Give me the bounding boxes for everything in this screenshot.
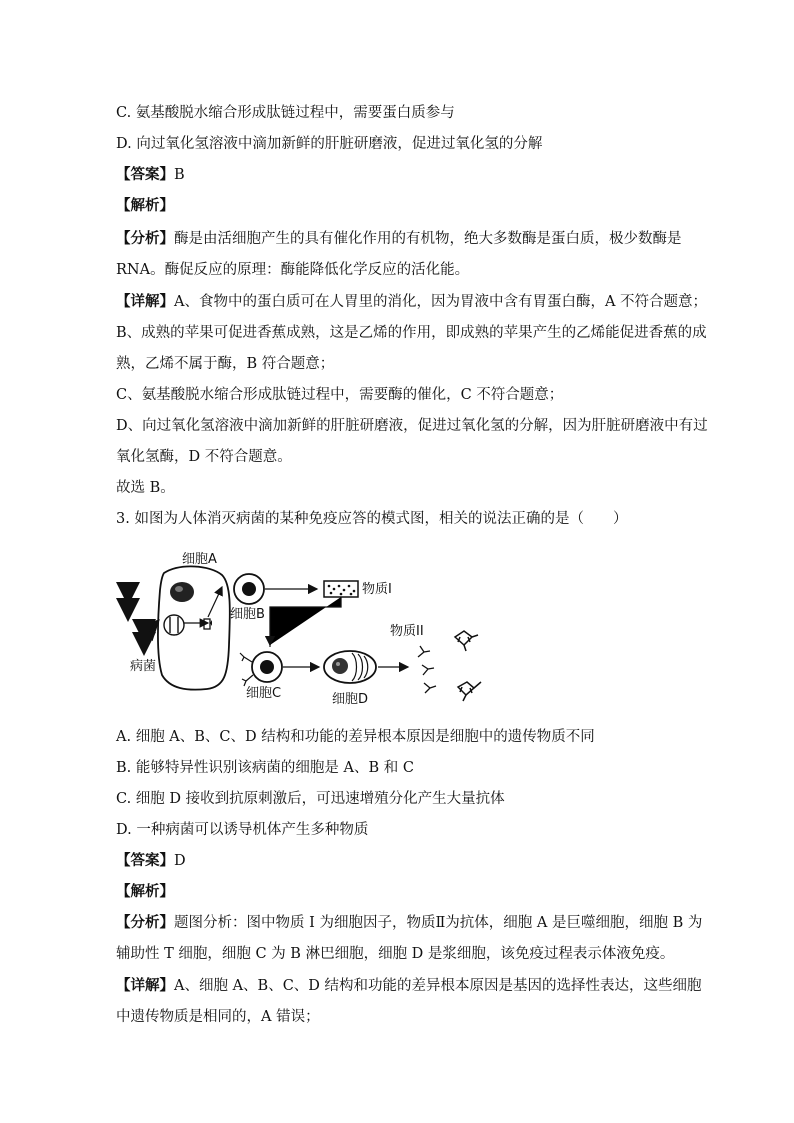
q2-analysis-2: RNA。酶促反应的原理：酶能降低化学反应的活化能。 (116, 262, 470, 278)
answer-tag: 【答案】 (116, 166, 174, 183)
q3-option-a: A. 细胞 A、B、C、D 结构和功能的差异根本原因是细胞中的遗传物质不同 (116, 729, 595, 745)
q3-answer (116, 851, 186, 871)
immune-response-diagram (112, 545, 492, 715)
engulfed-bacterium (164, 615, 184, 635)
analysis-text: 题图分析：图中物质 I 为细胞因子，物质Ⅱ为抗体，细胞 A 是巨噬细胞，细胞 B 为 (174, 915, 703, 931)
antigen-antibody-complex-2 (458, 682, 481, 701)
q3-stem: 3. 如图为人体消灭病菌的某种免疫应答的模式图，相关的说法正确的是（ ） (116, 511, 628, 527)
label-cell-b: 细胞B (230, 607, 265, 622)
q3-analysis-heading: 【解析】 (116, 883, 174, 900)
analysis-text: 酶是由活细胞产生的具有催化作用的有机物，绝大多数酶是蛋白质，极少数酶是 (174, 231, 682, 247)
q2-detail-2: B、成熟的苹果可促进香蕉成熟，这是乙烯的作用，即成熟的苹果产生的乙烯能促进香蕉的成 (116, 325, 707, 341)
q2-analysis-heading: 【解析】 (116, 197, 174, 214)
q3-detail-2: 中遗传物质是相同的，A 错误； (116, 1009, 320, 1025)
antigen-antibody-complex-1 (455, 631, 478, 651)
q3-option-b: B. 能够特异性识别该病菌的细胞是 A、B 和 C (116, 760, 414, 776)
cell-a-shape (158, 566, 230, 689)
answer-tag: 【答案】 (116, 852, 174, 869)
label-substance-1: 物质I (362, 582, 392, 597)
bacteria-arrow-diag (144, 621, 158, 635)
label-bacteria: 病菌 (130, 659, 157, 674)
q3-analysis-2: 辅助性 T 细胞，细胞 C 为 B 淋巴细胞，细胞 D 是浆细胞，该免疫过程表示体液免疫。 (116, 946, 675, 962)
label-cell-c: 细胞C (246, 686, 282, 701)
q2-detail-6: 氧化氢酶，D 不符合题意。 (116, 449, 292, 465)
q2-option-c: C. 氨基酸脱水缩合形成肽链过程中，需要蛋白质参与 (116, 105, 455, 121)
q2-detail-3: 熟，乙烯不属于酶，B 符合题意； (116, 356, 335, 372)
q2-conclusion: 故选 B。 (116, 480, 175, 496)
q2-detail-4: C、氨基酸脱水缩合形成肽链过程中，需要酶的催化，C 不符合题意； (116, 387, 564, 403)
detail-tag: 【详解】 (116, 977, 174, 994)
q2-detail-1 (116, 292, 707, 312)
label-cell-a: 细胞A (182, 552, 217, 567)
q2-detail-5: D、向过氧化氢溶液中滴加新鲜的肝脏研磨液，促进过氧化氢的分解，因为肝脏研磨液中有过 (116, 418, 708, 434)
q3-option-c: C. 细胞 D 接收到抗原刺激后，可迅速增殖分化产生大量抗体 (116, 791, 505, 807)
detail-tag: 【详解】 (116, 293, 174, 310)
answer-value: D (174, 853, 186, 869)
q2-answer (116, 165, 185, 185)
label-cell-d: 细胞D (332, 692, 369, 707)
cell-a-nucleus (170, 582, 194, 602)
q3-option-d: D. 一种病菌可以诱导机体产生多种物质 (116, 822, 369, 838)
detail-text: A、细胞 A、B、C、D 结构和功能的差异根本原因是基因的选择性表达，这些细胞 (174, 978, 702, 994)
q2-option-d: D. 向过氧化氢溶液中滴加新鲜的肝脏研磨液，促进过氧化氢的分解 (116, 136, 543, 152)
q3-detail-1 (116, 976, 702, 996)
label-substance-2: 物质II (390, 624, 424, 639)
answer-value: B (174, 167, 185, 183)
analysis-tag: 【分析】 (116, 914, 174, 931)
detail-text: A、食物中的蛋白质可在人胃里的消化，因为胃液中含有胃蛋白酶，A 不符合题意； (174, 294, 708, 310)
q2-analysis-1 (116, 229, 682, 249)
analysis-tag: 【分析】 (116, 230, 174, 247)
antibodies (418, 646, 436, 693)
q3-analysis-1 (116, 913, 702, 933)
